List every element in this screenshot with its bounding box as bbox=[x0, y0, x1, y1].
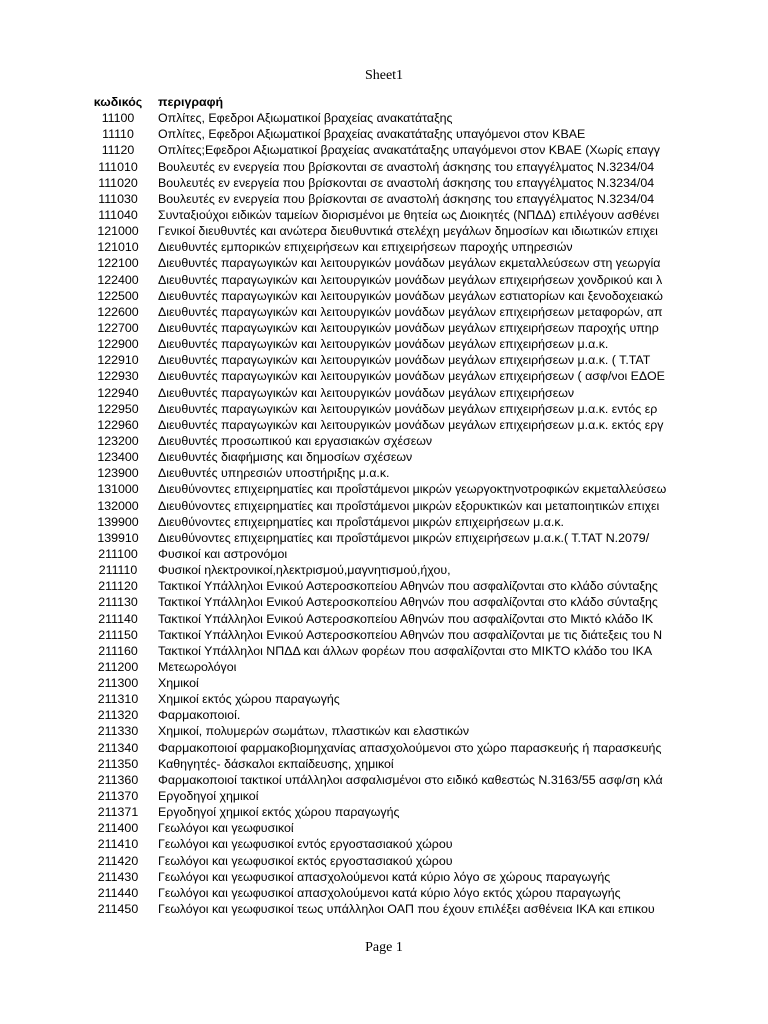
row-code: 211360 bbox=[97, 772, 139, 787]
table-row bbox=[80, 804, 682, 820]
row-code: 211330 bbox=[97, 724, 139, 739]
table-row bbox=[80, 336, 682, 352]
page-number: Page 1 bbox=[365, 940, 403, 955]
table-row bbox=[80, 352, 682, 368]
table-row bbox=[80, 869, 682, 885]
table-row bbox=[80, 836, 682, 852]
table-row bbox=[80, 465, 682, 481]
table-row bbox=[80, 223, 682, 239]
row-code: 111010 bbox=[98, 159, 138, 174]
row-code: 121010 bbox=[97, 240, 139, 255]
table-row bbox=[80, 449, 682, 465]
row-description: Χημικοί, πολυμερών σωμάτων, πλαστικών και ελαστικών bbox=[158, 724, 470, 739]
row-description: Συνταξιούχοι ειδικών ταμείων διορισμένοι με θητεία ως Διοικητές (ΝΠΔΔ) επιλέγουν ασθένει bbox=[158, 207, 660, 222]
row-description: Οπλίτες, Εφεδροι Αξιωματικοί βραχείας ανακατάταξης bbox=[158, 111, 453, 126]
row-code: 11100 bbox=[101, 111, 135, 126]
row-description: Τακτικοί Υπάλληλοι Ενικού Αστεροσκοπείου Αθηνών που ασφαλίζονται στο Μικτό κλάδο ΙΚ bbox=[158, 611, 654, 626]
row-description: Διευθυντές παραγωγικών και λειτουργικών μονάδων μεγάλων εστιατορίων και ξενοδοχειακώ bbox=[158, 288, 663, 303]
row-description: Γενικοί διευθυντές και ανώτερα διευθυντικά στελέχη μεγάλων δημοσίων και ιδιωτικών επιχει bbox=[158, 224, 658, 239]
row-description: Γεωλόγοι και γεωφυσικοί εντός εργοστασιακού χώρου bbox=[158, 837, 453, 852]
table-row bbox=[80, 175, 682, 191]
row-code: 122960 bbox=[97, 417, 139, 432]
row-code: 211410 bbox=[97, 837, 139, 852]
row-description: Οπλίτες;Εφεδροι Αξιωματικοί βραχείας ανακατάταξης υπαγόμενοι στον ΚΒΑΕ (Χωρίς επαγγ bbox=[158, 143, 660, 158]
row-description: Εργοδηγοί χημικοί εκτός χώρου παραγωγής bbox=[158, 805, 400, 820]
table-row bbox=[80, 578, 682, 594]
table-row bbox=[80, 191, 682, 207]
row-description: Γεωλόγοι και γεωφυσικοί απασχολούμενοι κατά κύριο λόγο σε χώρους παραγωγής bbox=[158, 869, 611, 884]
data-table bbox=[80, 94, 682, 917]
table-row bbox=[80, 239, 682, 255]
row-description: Καθηγητές- δάσκαλοι εκπαίδευσης, χημικοί bbox=[158, 756, 394, 771]
row-description: Διευθυντές παραγωγικών και λειτουργικών μονάδων μεγάλων επιχειρήσεων ( ασφ/νοι ΕΔΟΕ bbox=[158, 369, 665, 384]
row-code: 211100 bbox=[98, 546, 138, 561]
table-row bbox=[80, 691, 682, 707]
table-row bbox=[80, 368, 682, 384]
row-description: Τακτικοί Υπάλληλοι Ενικού Αστεροσκοπείου Αθηνών που ασφαλίζονται με τις διάτεξεις του Ν bbox=[158, 627, 663, 642]
row-description: Τακτικοί Υπάλληλοι ΝΠΔΔ και άλλων φορέων που ασφαλίζονται στο ΜΙΚΤΟ κλάδο του ΙΚΑ bbox=[158, 643, 653, 658]
table-row bbox=[80, 514, 682, 530]
row-code: 11110 bbox=[102, 127, 134, 142]
row-description: Διευθυντές παραγωγικών και λειτουργικών μονάδων μεγάλων επιχειρήσεων μ.α.κ. bbox=[158, 337, 609, 352]
row-description: Διευθύνοντες επιχειρηματίες και προΐστάμενοι μικρών γεωργοκτηνοτροφικών εκμεταλλεύσεω bbox=[158, 482, 667, 497]
row-code: 122700 bbox=[97, 320, 139, 335]
table-row bbox=[80, 756, 682, 772]
table-row bbox=[80, 659, 682, 675]
table-row bbox=[80, 530, 682, 546]
description-column-header: περιγραφή bbox=[158, 95, 224, 109]
row-description: Γεωλόγοι και γεωφυσικοί απασχολούμενοι κατά κύριο λόγο εκτός χώρου παραγωγής bbox=[158, 885, 621, 900]
row-description: Διευθυντές παραγωγικών και λειτουργικών μονάδων μεγάλων επιχειρήσεων bbox=[158, 385, 575, 400]
row-code: 211150 bbox=[98, 627, 138, 642]
table-row bbox=[80, 288, 682, 304]
table-row bbox=[80, 320, 682, 336]
table-row bbox=[80, 611, 682, 627]
row-description: Διευθυντές παραγωγικών και λειτουργικών μονάδων μεγάλων εκμεταλλεύσεων στη γεωργία bbox=[158, 256, 661, 271]
row-code: 211310 bbox=[97, 692, 139, 707]
row-code: 122600 bbox=[97, 304, 139, 319]
row-description: Διευθύνοντες επιχειρηματίες και προΐστάμενοι μικρών επιχειρήσεων μ.α.κ.( Τ.ΤΑΤ Ν.2079/ bbox=[158, 530, 650, 545]
table-row bbox=[80, 675, 682, 691]
table-row bbox=[80, 498, 682, 514]
row-code: 111030 bbox=[98, 191, 138, 206]
row-description: Γεωλόγοι και γεωφυσικοί εκτός εργοστασιακού χώρου bbox=[158, 853, 453, 868]
table-row bbox=[80, 788, 682, 804]
row-description: Φαρμακοποιοί τακτικοί υπάλληλοι ασφαλισμένοι στο ειδικό καθεστώς Ν.3163/55 ασφ/ση κλά bbox=[158, 772, 663, 787]
row-code: 122500 bbox=[97, 288, 139, 303]
table-row bbox=[80, 110, 682, 126]
row-code: 111040 bbox=[98, 207, 138, 222]
row-code: 131000 bbox=[97, 482, 139, 497]
row-description: Χημικοί εκτός χώρου παραγωγής bbox=[158, 692, 340, 707]
table-row bbox=[80, 142, 682, 158]
row-code: 122910 bbox=[97, 353, 139, 368]
table-row bbox=[80, 385, 682, 401]
row-description: Μετεωρολόγοι bbox=[158, 659, 237, 674]
row-description: Διευθύνοντες επιχειρηματίες και προΐστάμενοι μικρών εξορυκτικών και μεταποιητικών επιχει bbox=[158, 498, 660, 513]
row-code: 211160 bbox=[98, 643, 138, 658]
table-row bbox=[80, 562, 682, 578]
table-row bbox=[80, 207, 682, 223]
table-row bbox=[80, 643, 682, 659]
table-row bbox=[80, 707, 682, 723]
row-code: 121000 bbox=[97, 224, 139, 239]
table-row bbox=[80, 853, 682, 869]
row-code: 122940 bbox=[97, 385, 139, 400]
table-row bbox=[80, 272, 682, 288]
row-code: 211120 bbox=[98, 579, 138, 594]
row-description: Διευθυντές διαφήμισης και δημοσίων σχέσεων bbox=[158, 450, 413, 465]
row-code: 139910 bbox=[97, 530, 139, 545]
table-row bbox=[80, 417, 682, 433]
row-description: Τακτικοί Υπάλληλοι Ενικού Αστεροσκοπείου Αθηνών που ασφαλίζονται στο κλάδο σύνταξης bbox=[158, 579, 658, 594]
row-code: 122900 bbox=[97, 337, 139, 352]
row-description: Οπλίτες, Εφεδροι Αξιωματικοί βραχείας ανακατάταξης υπαγόμενοι στον ΚΒΑΕ bbox=[158, 127, 586, 142]
row-code: 123400 bbox=[97, 450, 139, 465]
code-column-header: κωδικός bbox=[93, 95, 143, 109]
row-code: 211350 bbox=[97, 756, 139, 771]
row-code: 211130 bbox=[98, 595, 138, 610]
row-code: 211400 bbox=[97, 821, 139, 836]
row-code: 11120 bbox=[101, 143, 135, 158]
row-code: 211200 bbox=[97, 659, 139, 674]
row-description: Τακτικοί Υπάλληλοι Ενικού Αστεροσκοπείου Αθηνών που ασφαλίζονται στο κλάδο σύνταξης bbox=[158, 595, 658, 610]
table-row bbox=[80, 627, 682, 643]
row-code: 123900 bbox=[97, 466, 139, 481]
row-code: 211440 bbox=[97, 885, 139, 900]
row-code: 122100 bbox=[97, 256, 139, 271]
row-description: Διευθυντές προσωπικού και εργασιακών σχέσεων bbox=[158, 433, 433, 448]
table-row bbox=[80, 546, 682, 562]
row-code: 122400 bbox=[97, 272, 139, 287]
row-code: 132000 bbox=[97, 498, 139, 513]
table-row bbox=[80, 481, 682, 497]
table-row bbox=[80, 723, 682, 739]
row-description: Βουλευτές εν ενεργεία που βρίσκονται σε αναστολή άσκησης του επαγγέλματος Ν.3234/04 bbox=[158, 159, 655, 174]
table-header bbox=[80, 94, 682, 110]
row-code: 211140 bbox=[98, 611, 138, 626]
row-description: Εργοδηγοί χημικοί bbox=[158, 789, 259, 804]
table-row bbox=[80, 901, 682, 917]
row-description: Διευθύνοντες επιχειρηματίες και προΐστάμενοι μικρών επιχειρήσεων μ.α.κ. bbox=[158, 514, 564, 529]
table-row bbox=[80, 401, 682, 417]
row-code: 211430 bbox=[97, 869, 139, 884]
table-row bbox=[80, 433, 682, 449]
row-description: Χημικοί bbox=[158, 676, 199, 691]
table-row bbox=[80, 159, 682, 175]
table-row bbox=[80, 304, 682, 320]
table-row bbox=[80, 772, 682, 788]
row-code: 123200 bbox=[97, 433, 139, 448]
row-code: 211110 bbox=[98, 563, 138, 578]
row-description: Βουλευτές εν ενεργεία που βρίσκονται σε αναστολή άσκησης του επαγγέλματος Ν.3234/04 bbox=[158, 191, 655, 206]
row-description: Διευθυντές παραγωγικών και λειτουργικών μονάδων μεγάλων επιχειρήσεων παροχής υπηρ bbox=[158, 320, 659, 335]
table-row bbox=[80, 740, 682, 756]
row-code: 122930 bbox=[97, 369, 139, 384]
row-code: 111020 bbox=[98, 175, 138, 190]
row-code: 211340 bbox=[97, 740, 139, 755]
row-code: 211450 bbox=[97, 902, 139, 917]
table-row bbox=[80, 126, 682, 142]
row-code: 211300 bbox=[97, 676, 139, 691]
row-code: 211370 bbox=[97, 789, 139, 804]
row-description: Διευθυντές παραγωγικών και λειτουργικών μονάδων μεγάλων επιχειρήσεων μ.α.κ. εκτός εργ bbox=[158, 417, 664, 432]
row-description: Φαρμακοποιοί φαρμακοβιομηχανίας απασχολούμενοι στο χώρο παρασκευής ή παρασκευής bbox=[158, 740, 662, 755]
sheet-title: Sheet1 bbox=[364, 68, 404, 83]
table-row bbox=[80, 594, 682, 610]
table-row bbox=[80, 255, 682, 271]
row-description: Διευθυντές εμπορικών επιχειρήσεων και επιχειρήσεων παροχής υπηρεσιών bbox=[158, 240, 573, 255]
row-description: Φαρμακοποιοί. bbox=[158, 708, 241, 723]
row-description: Γεωλόγοι και γεωφυσικοί τεως υπάλληλοι ΟΑΠ που έχουν επιλέξει ασθένεια ΙΚΑ και επικου bbox=[158, 902, 655, 917]
row-code: 211320 bbox=[97, 708, 139, 723]
table-body bbox=[80, 110, 682, 917]
row-code: 139900 bbox=[97, 514, 139, 529]
row-description: Διευθυντές παραγωγικών και λειτουργικών μονάδων μεγάλων επιχειρήσεων μ.α.κ. ( Τ.ΤΑΤ bbox=[158, 353, 651, 368]
row-description: Διευθυντές παραγωγικών και λειτουργικών μονάδων μεγάλων επιχειρήσεων μ.α.κ. εντός ερ bbox=[158, 401, 658, 416]
row-code: 211371 bbox=[97, 805, 139, 820]
table-row bbox=[80, 820, 682, 836]
row-description: Διευθυντές παραγωγικών και λειτουργικών μονάδων μεγάλων επιχειρήσεων μεταφορών, απ bbox=[158, 304, 663, 319]
row-description: Φυσικοί και αστρονόμοι bbox=[158, 546, 288, 561]
row-code: 211420 bbox=[97, 853, 139, 868]
row-description: Βουλευτές εν ενεργεία που βρίσκονται σε αναστολή άσκησης του επαγγέλματος Ν.3234/04 bbox=[158, 175, 655, 190]
row-description: Διευθυντές παραγωγικών και λειτουργικών μονάδων μεγάλων επιχειρήσεων χονδρικού και λ bbox=[158, 272, 663, 287]
row-description: Διευθυντές υπηρεσιών υποστήριξης μ.α.κ. bbox=[158, 466, 390, 481]
row-code: 122950 bbox=[97, 401, 139, 416]
row-description: Φυσικοί ηλεκτρονικοί,ηλεκτρισμού,μαγνητισμού,ήχου, bbox=[158, 563, 451, 578]
row-description: Γεωλόγοι και γεωφυσικοί bbox=[158, 821, 294, 836]
table-row bbox=[80, 885, 682, 901]
